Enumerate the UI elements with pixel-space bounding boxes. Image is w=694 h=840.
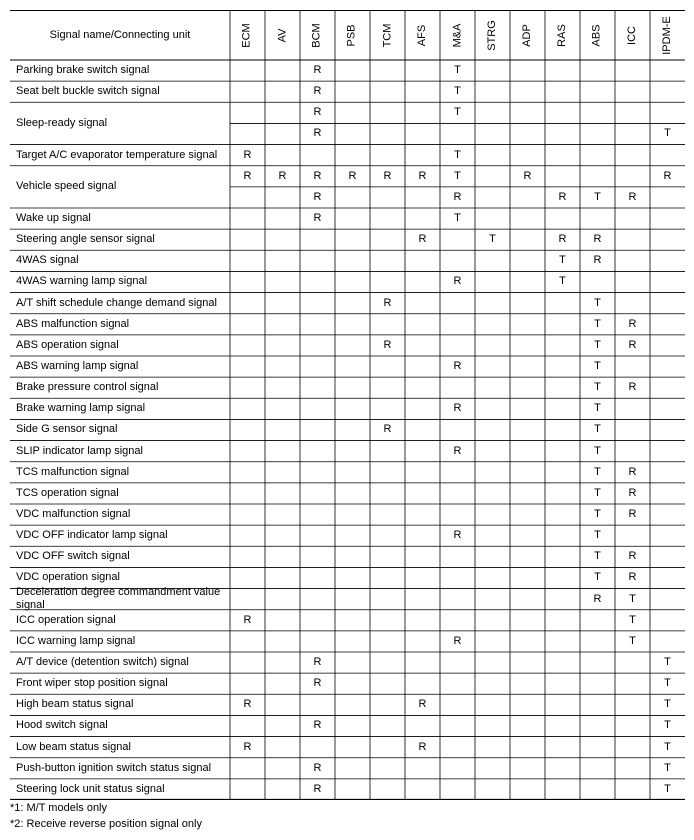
cell-mark: T [454, 148, 461, 161]
cell-mark: R [593, 592, 602, 605]
cell-mark: T [594, 338, 601, 351]
signal-name: ICC warning lamp signal [16, 634, 136, 647]
signal-name: Target A/C evaporator temperature signal [16, 148, 218, 161]
column-header-icc [615, 10, 650, 60]
signal-name: High beam status signal [16, 698, 134, 711]
signal-name: ABS operation signal [16, 338, 119, 351]
cell-mark: R [453, 444, 462, 457]
column-header-m-a [440, 10, 475, 60]
cell-mark: T [664, 761, 671, 774]
column-header-label: ECM [240, 22, 253, 48]
cell-mark: R [558, 190, 567, 203]
signal-name: Brake pressure control signal [16, 381, 159, 394]
column-header-tcm [370, 10, 405, 60]
cell-mark: T [594, 465, 601, 478]
cell-mark: R [628, 571, 637, 584]
cell-mark: R [453, 529, 462, 542]
cell-mark: R [663, 169, 672, 182]
column-header-ipdm-e [650, 10, 685, 60]
column-header-label: ICC [625, 25, 638, 45]
cell-mark: R [313, 64, 322, 77]
signal-name: Vehicle speed signal [16, 180, 117, 193]
cell-mark: R [278, 169, 287, 182]
cell-mark: R [558, 233, 567, 246]
cell-mark: R [313, 169, 322, 182]
column-header-psb [335, 10, 370, 60]
cell-mark: R [243, 148, 252, 161]
signal-name: A/T shift schedule change demand signal [16, 296, 217, 309]
cell-mark: T [454, 106, 461, 119]
cell-mark: R [453, 190, 462, 203]
signal-name: Hood switch signal [16, 719, 108, 732]
cell-mark: T [594, 296, 601, 309]
cell-mark: T [664, 719, 671, 732]
header-signal-name: Signal name/Connecting unit [49, 28, 191, 41]
column-header-label: ABS [590, 23, 603, 47]
cell-mark: R [418, 169, 427, 182]
cell-mark: T [664, 698, 671, 711]
signal-name: SLIP indicator lamp signal [16, 444, 143, 457]
column-header-label: PSB [345, 23, 358, 47]
footnotes [10, 800, 202, 832]
signal-name: ABS malfunction signal [16, 317, 130, 330]
cell-mark: R [313, 190, 322, 203]
column-header-label: AFS [416, 24, 428, 46]
signal-name: ABS warning lamp signal [16, 360, 139, 373]
cell-mark: T [594, 486, 601, 499]
signal-name: VDC OFF indicator lamp signal [16, 529, 168, 542]
cell-mark: T [664, 656, 671, 669]
cell-mark: T [594, 381, 601, 394]
signal-name: Wake up signal [16, 212, 91, 225]
cell-mark: T [594, 529, 601, 542]
cell-mark: T [454, 169, 461, 182]
cell-mark: R [313, 106, 322, 119]
footnote-1: *1: M/T models only [10, 802, 108, 814]
signal-name: A/T device (detention switch) signal [16, 656, 189, 669]
cell-mark: R [628, 550, 637, 563]
cell-mark: T [594, 190, 601, 203]
cell-mark: T [594, 360, 601, 373]
signal-name: Push-button ignition switch status signal [16, 761, 212, 774]
cell-mark: T [629, 592, 636, 605]
column-header-label: AV [275, 28, 288, 42]
cell-mark: T [629, 634, 636, 647]
signal-name: Front wiper stop position signal [16, 677, 168, 690]
cell-mark: T [489, 233, 496, 246]
cell-mark: R [383, 296, 392, 309]
cell-mark: T [594, 550, 601, 563]
cell-mark: R [313, 677, 322, 690]
cell-mark: R [453, 360, 462, 373]
column-header-afs [405, 10, 440, 60]
cell-mark: T [664, 677, 671, 690]
column-header-label: ADP [521, 23, 533, 47]
signal-name: Side G sensor signal [16, 423, 118, 436]
cell-mark: R [418, 698, 427, 711]
signal-name: Steering angle sensor signal [16, 233, 155, 246]
column-header-av [265, 10, 300, 60]
cell-mark: R [593, 254, 602, 267]
column-header-label: IPDM-E [661, 15, 673, 55]
signal-name: Brake warning lamp signal [16, 402, 146, 415]
signal-name: Deceleration degree commandment value signal [16, 586, 221, 612]
signal-name: TCS operation signal [16, 486, 119, 499]
signal-name: VDC malfunction signal [16, 508, 131, 521]
column-header-ras [545, 10, 580, 60]
cell-mark: T [594, 508, 601, 521]
signal-name: ICC operation signal [16, 613, 116, 626]
signal-name: VDC operation signal [16, 571, 120, 584]
signal-name: Steering lock unit status signal [16, 782, 165, 795]
cell-mark: R [418, 233, 427, 246]
cell-mark: R [628, 465, 637, 478]
cell-mark: T [559, 275, 566, 288]
cell-mark: T [594, 317, 601, 330]
signal-name: Seat belt buckle switch signal [16, 85, 160, 98]
signal-name: TCS malfunction signal [16, 465, 130, 478]
cell-mark: T [559, 254, 566, 267]
cell-mark: T [454, 64, 461, 77]
column-header-label: M&A [451, 23, 463, 47]
signal-name: Low beam status signal [16, 740, 131, 753]
column-header-ecm [230, 10, 265, 60]
cell-mark: R [313, 719, 322, 732]
cell-mark: T [594, 444, 601, 457]
cell-mark: R [313, 85, 322, 98]
cell-mark: R [628, 486, 637, 499]
cell-mark: R [418, 740, 427, 753]
cell-mark: R [383, 338, 392, 351]
cell-mark: R [628, 338, 637, 351]
cell-mark: T [594, 402, 601, 415]
cell-mark: T [664, 782, 671, 795]
cell-mark: R [628, 381, 637, 394]
cell-mark: R [313, 782, 322, 795]
cell-mark: R [313, 212, 322, 225]
cell-mark: R [453, 634, 462, 647]
cell-mark: R [453, 402, 462, 415]
cell-mark: R [383, 169, 392, 182]
cell-mark: R [593, 233, 602, 246]
column-header-label: TCM [380, 23, 393, 47]
cell-mark: R [628, 508, 637, 521]
cell-mark: T [664, 740, 671, 753]
cell-mark: R [383, 423, 392, 436]
cell-mark: R [313, 656, 322, 669]
footnote-2: *2: Receive reverse position signal only [10, 818, 202, 830]
column-header-label: STRG [486, 19, 498, 51]
cell-mark: R [348, 169, 357, 182]
cell-mark: T [454, 212, 461, 225]
cell-mark: T [594, 423, 601, 436]
cell-mark: T [629, 613, 636, 626]
signal-table [10, 10, 685, 800]
signal-name: Sleep-ready signal [16, 116, 108, 129]
signal-name: 4WAS signal [16, 254, 79, 267]
signal-name: Parking brake switch signal [16, 64, 150, 77]
cell-mark: R [313, 127, 322, 140]
signal-name: 4WAS warning lamp signal [16, 275, 148, 288]
column-header-label: RAS [556, 23, 568, 47]
cell-mark: T [594, 571, 601, 584]
cell-mark: R [243, 740, 252, 753]
column-header-bcm [300, 10, 335, 60]
cell-mark: T [664, 127, 671, 140]
cell-mark: R [243, 698, 252, 711]
cell-mark: T [454, 85, 461, 98]
cell-mark: R [243, 169, 252, 182]
column-header-adp [510, 10, 545, 60]
signal-name: VDC OFF switch signal [16, 550, 130, 563]
column-header-strg [475, 10, 510, 60]
cell-mark: R [628, 190, 637, 203]
column-header-label: BCM [310, 22, 323, 48]
cell-mark: R [243, 613, 252, 626]
cell-mark: R [628, 317, 637, 330]
cell-mark: R [313, 761, 322, 774]
column-header-abs [580, 10, 615, 60]
cell-mark: R [523, 169, 532, 182]
cell-mark: R [453, 275, 462, 288]
